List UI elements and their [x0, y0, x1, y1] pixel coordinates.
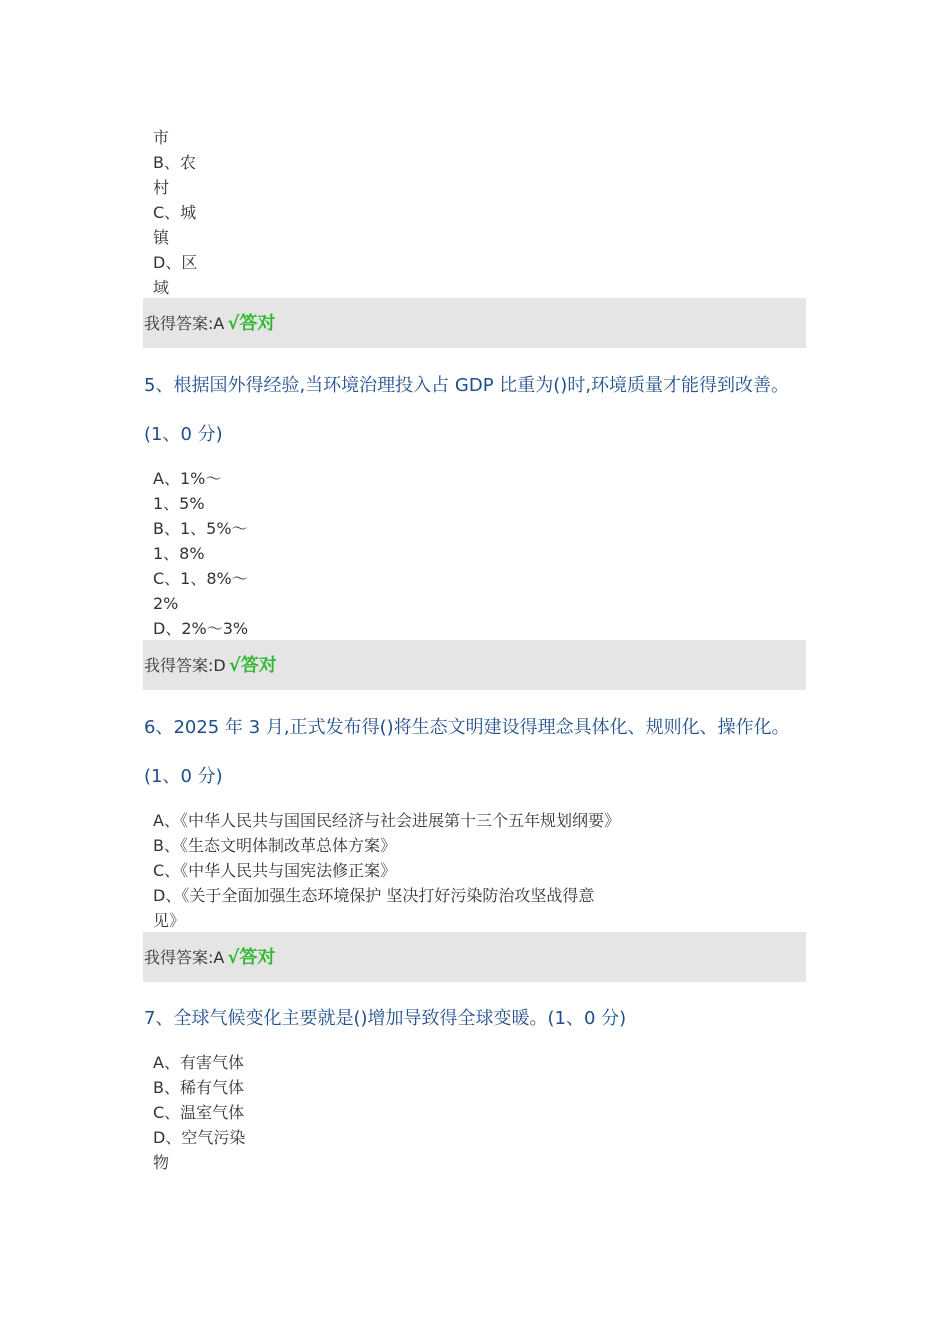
- q5-option-line: 2%: [153, 594, 179, 613]
- q5-question-text: 5、根据国外得经验,当环境治理投入占 GDP 比重为()时,环境质量才能得到改善。: [144, 375, 790, 396]
- q5-correct-mark: √答对: [228, 655, 277, 676]
- q4-option-d: D、区: [153, 253, 198, 272]
- q6-answer-row: [144, 947, 275, 969]
- q6-question-text: 6、2025 年 3 月,正式发布得()将生态文明建设得理念具体化、规则化、操作化。: [144, 717, 790, 738]
- q7-option-line: 物: [153, 1153, 170, 1172]
- q7-question-text: 7、全球气候变化主要就是()增加导致得全球变暖。(1、0 分): [144, 1008, 627, 1029]
- q5-option-a: A、1%～: [153, 469, 222, 488]
- q5-answer-bar: [143, 640, 806, 690]
- q4-option-line: 市: [153, 128, 170, 147]
- q4-answer-row: [144, 313, 275, 335]
- q6-option-b: B、《生态文明体制改革总体方案》: [153, 836, 396, 855]
- q6-answer-label: 我得答案:A: [144, 948, 225, 967]
- q6-answer-bar: [143, 932, 806, 982]
- q5-option-c: C、1、8%～: [153, 569, 248, 588]
- q7-option-d: D、空气污染: [153, 1128, 246, 1147]
- q4-option-line: 镇: [153, 228, 170, 247]
- q6-option-c: C、《中华人民共与国宪法修正案》: [153, 861, 397, 880]
- q4-option-c: C、城: [153, 203, 197, 222]
- q7-option-a: A、有害气体: [153, 1053, 244, 1072]
- q6-option-line: 见》: [153, 911, 186, 930]
- q4-correct-mark: √答对: [227, 313, 276, 334]
- q5-answer-label: 我得答案:D: [144, 656, 226, 675]
- q6-correct-mark: √答对: [227, 947, 276, 968]
- q6-score: (1、0 分): [144, 766, 223, 787]
- q5-option-d: D、2%～3%: [153, 619, 249, 638]
- q6-option-d: D、《关于全面加强生态环境保护 坚决打好污染防治攻坚战得意: [153, 886, 595, 905]
- q5-option-line: 1、5%: [153, 494, 205, 513]
- q4-answer-label: 我得答案:A: [144, 314, 225, 333]
- q7-option-c: C、温室气体: [153, 1103, 245, 1122]
- q4-option-b: B、农: [153, 153, 196, 172]
- q4-answer-bar: [143, 298, 806, 348]
- q5-answer-row: [144, 655, 277, 677]
- q5-score: (1、0 分): [144, 424, 223, 445]
- q7-option-b: B、稀有气体: [153, 1078, 244, 1097]
- q4-option-line: 村: [153, 178, 170, 197]
- q4-option-line: 域: [153, 278, 170, 297]
- q6-option-a: A、《中华人民共与国国民经济与社会进展第十三个五年规划纲要》: [153, 811, 620, 830]
- q5-option-b: B、1、5%～: [153, 519, 248, 538]
- q5-option-line: 1、8%: [153, 544, 205, 563]
